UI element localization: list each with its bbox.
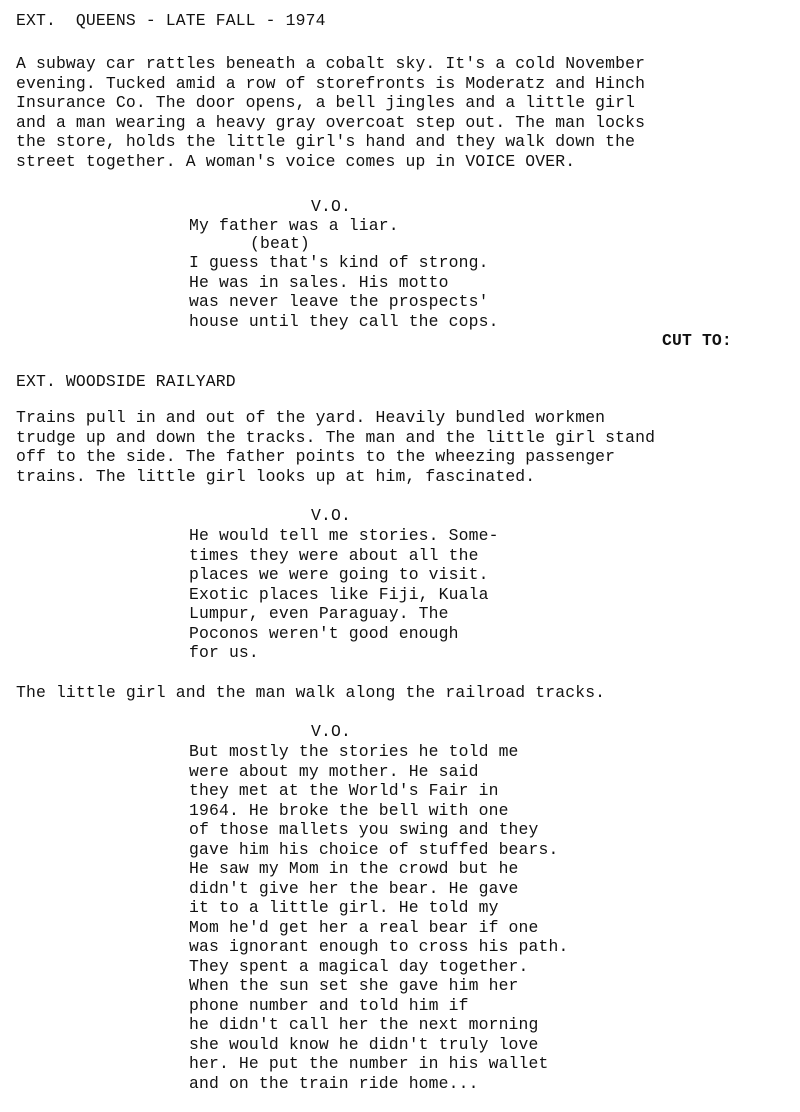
dialogue: He would tell me stories. Some- times they were about all the places we were going to visit. Exotic places like Fiji, Kuala Lumpur, even Paraguay. The Poconos weren't good enough for us. [189,526,499,662]
action-paragraph: A subway car rattles beneath a cobalt sky. It's a cold November evening. Tucked amid a row of storefronts is Moderatz and Hinch Insurance Co. The door opens, a bell jingles and a little girl and a man wearing a heavy gray overcoat step out. The man locks the store, holds the little girl's hand and they walk down the street together. A woman's voice comes up in VOICE OVER. [16,54,646,171]
character-cue: V.O. [311,506,351,525]
transition: CUT TO: [662,331,732,350]
parenthetical: (beat) [250,234,310,253]
dialogue: I guess that's kind of strong. He was in sales. His motto was never leave the prospects' house until they call the cops. [189,253,499,331]
dialogue: But mostly the stories he told me were about my mother. He said they met at the World's Fair in 1964. He broke the bell with one of those mallets you swing and they gave him his choice of stuffed bears. He saw my Mom in the crowd but he didn't give her the bear. He gave it to a little girl. He told my Mom he'd get her a real bear if one was ignorant enough to cross his path. They spent a magical day together. When the sun set she gave him her phone number and told him if he didn't call her the next morning she would know he didn't truly love her. He put the number in his wallet and on the train ride home... [189,742,569,1093]
dialogue: My father was a liar. [189,216,399,235]
action-paragraph: The little girl and the man walk along the railroad tracks. [16,683,606,702]
scene-heading: EXT. WOODSIDE RAILYARD [16,372,236,391]
character-cue: V.O. [311,722,351,741]
action-paragraph: Trains pull in and out of the yard. Heavily bundled workmen trudge up and down the tracks. The man and the little girl stand off to the side. The father points to the wheezing passenger trains. The little girl looks up at him, fascinated. [16,408,656,486]
scene-heading: EXT. QUEENS - LATE FALL - 1974 [16,11,326,30]
character-cue: V.O. [311,197,351,216]
